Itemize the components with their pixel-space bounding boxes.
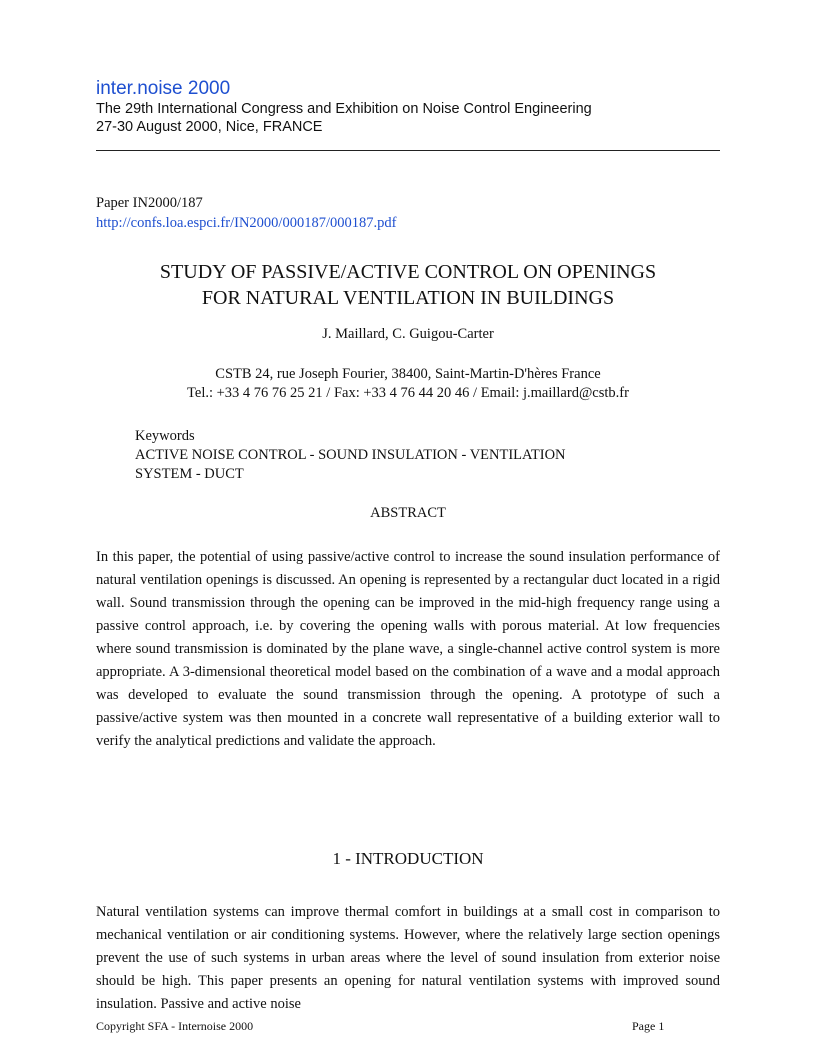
conference-name: The 29th International Congress and Exhibition on Noise Control Engineering [96, 101, 592, 117]
author-affiliation [96, 365, 720, 403]
keywords-heading: Keywords [135, 428, 195, 444]
conference-dates: 27-30 August 2000, Nice, FRANCE [96, 119, 323, 135]
paper-authors: J. Maillard, C. Guigou-Carter [322, 326, 494, 342]
conference-header [96, 78, 720, 136]
paper-title-line-2: FOR NATURAL VENTILATION IN BUILDINGS [201, 287, 615, 309]
introduction-text: Natural ventilation systems can improve thermal comfort in buildings at a small cost in comparison to mechanical ventilation or air conditioning systems. However, where the relatively large section openings prevent the use of such systems in urban areas where the level of sound insulation from exterior noise should be high. This paper presents an opening for natural ventilation systems with improved sound insulation. Passive and active noise [96, 904, 720, 1012]
paper-id: Paper IN2000/187 [96, 195, 203, 211]
introduction-heading: 1 - INTRODUCTION [332, 849, 484, 868]
conference-brand: inter.noise 2000 [96, 78, 231, 99]
keywords-line-2: SYSTEM - DUCT [135, 466, 244, 482]
affiliation-contact: Tel.: +33 4 76 76 25 21 / Fax: +33 4 76 44 20 46 / Email: j.maillard@cstb.fr [187, 385, 629, 401]
abstract-text: In this paper, the potential of using passive/active control to increase the sound insulation performance of natural ventilation openings is discussed. An opening is represented by a rectangular duct located in a rigid wall. Sound transmission through the opening can be improved in the mid-high frequency range using a passive control approach, i.e. by covering the opening walls with porous material. At low frequencies where sound transmission is dominated by the plane wave, a single-channel active control system is more appropriate. A 3-dimensional theoretical model based on the combination of a wave and a modal approach was developed to evaluate the sound transmission through the opening. A prototype of such a passive/active system was then mounted in a concrete wall representative of a building exterior wall to verify the analytical predictions and validate the approach. [96, 549, 720, 749]
abstract-heading: ABSTRACT [370, 505, 446, 521]
keywords-line-1: ACTIVE NOISE CONTROL - SOUND INSULATION - VENTILATION [135, 447, 566, 463]
footer-copyright: Copyright SFA - Internoise 2000 [96, 1019, 254, 1033]
footer-page-number: Page 1 [632, 1019, 665, 1033]
paper-title-line-1: STUDY OF PASSIVE/ACTIVE CONTROL ON OPENINGS [159, 261, 657, 283]
header-divider [96, 150, 720, 151]
keywords-block [135, 427, 695, 484]
affiliation-address: CSTB 24, rue Joseph Fourier, 38400, Saint-Martin-D'hères France [215, 366, 601, 382]
paper-url-link[interactable]: http://confs.loa.espci.fr/IN2000/000187/000187.pdf [96, 215, 397, 231]
paper-title [96, 259, 720, 311]
